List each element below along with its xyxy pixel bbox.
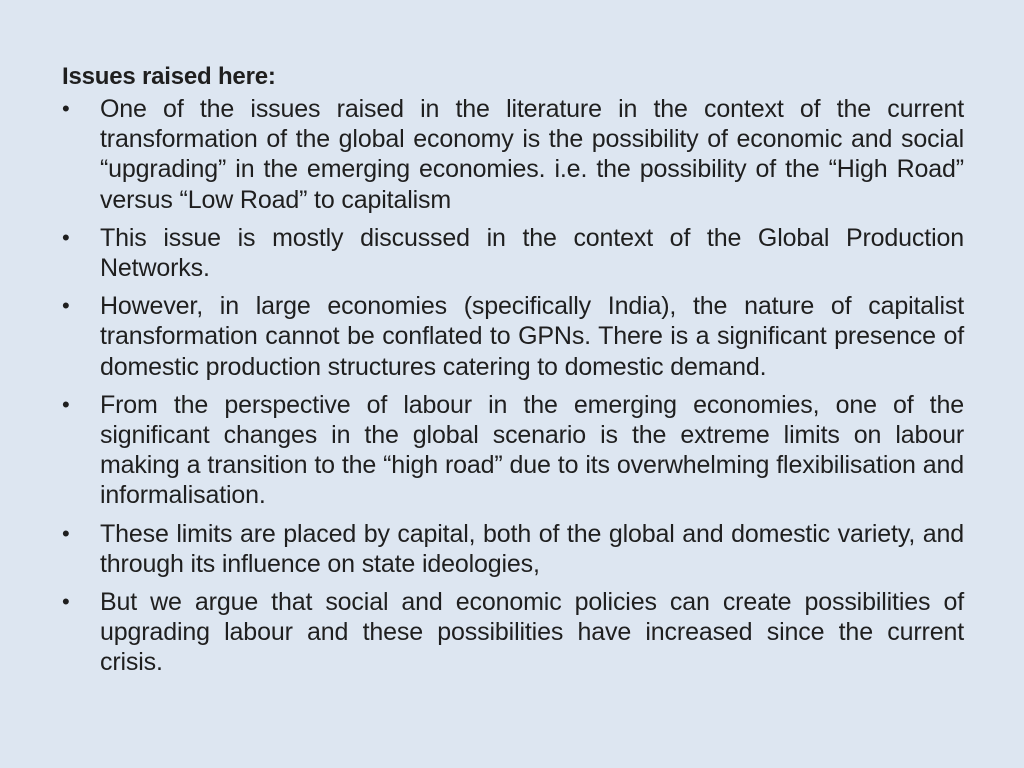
bullet-icon: • — [62, 391, 70, 417]
bullet-icon: • — [62, 224, 70, 250]
bullet-text: However, in large economies (specifically India), the nature of capitalist transformation cannot be conflated to GPNs. There is a significant presence of domestic production structures catering to domestic demand. — [100, 292, 964, 381]
bullet-item — [62, 587, 964, 678]
bullet-item — [62, 223, 964, 283]
bullet-icon: • — [62, 589, 70, 615]
bullet-item — [62, 519, 964, 579]
bullet-list — [62, 94, 964, 678]
bullet-text: One of the issues raised in the literature in the context of the current transformation of the global economy is the possibility of economic and social “upgrading” in the emerging economies. i.e. the possibility of the “High Road” versus “Low Road” to capitalism — [100, 95, 964, 214]
bullet-icon: • — [62, 293, 70, 319]
bullet-text: These limits are placed by capital, both of the global and domestic variety, and through its influence on state ideologies, — [100, 519, 964, 578]
bullet-text: This issue is mostly discussed in the context of the Global Production Networks. — [100, 223, 964, 283]
bullet-item — [62, 94, 964, 215]
bullet-icon: • — [62, 520, 70, 546]
slide-heading: Issues raised here: — [62, 63, 276, 90]
bullet-item — [62, 291, 964, 382]
slide-content — [62, 62, 964, 686]
bullet-item — [62, 390, 964, 511]
bullet-text: From the perspective of labour in the emerging economies, one of the significant changes in the global scenario is the extreme limits on labour making a transition to the “high road” due to its overwhelming flexibilisation and informalisation. — [100, 390, 964, 510]
bullet-text: But we argue that social and economic policies can create possibilities of upgrading labour and these possibilities have increased since the current crisis. — [100, 588, 964, 677]
bullet-icon: • — [62, 96, 70, 121]
